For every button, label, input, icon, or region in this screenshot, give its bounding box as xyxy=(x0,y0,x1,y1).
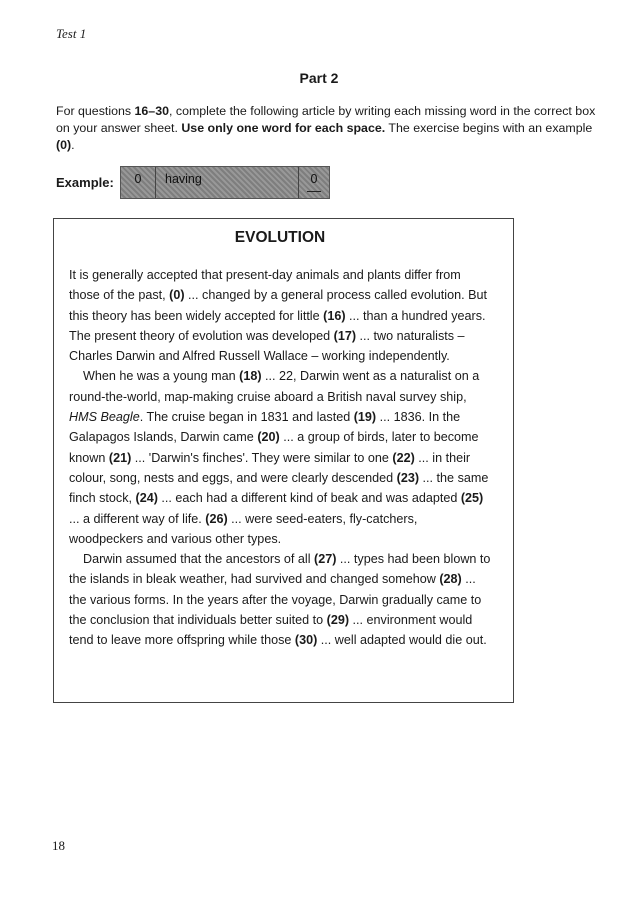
gap-20: (20) xyxy=(257,430,280,445)
gap-30: (30) xyxy=(294,633,318,648)
instructions-emphasis: Use only one word for each space. xyxy=(181,121,386,135)
article-box xyxy=(53,218,514,703)
gap-29: (29) xyxy=(326,613,350,628)
text: ... the same finch stock, xyxy=(69,470,489,506)
example-answer-box xyxy=(120,166,330,199)
gap-26: (26) xyxy=(205,511,228,526)
gap-18: (18) xyxy=(239,369,262,384)
gap-28: (28) xyxy=(439,572,462,587)
instructions-prefix: For questions xyxy=(56,104,135,118)
gap-17: (17) xyxy=(333,328,357,343)
ship-name: HMS Beagle xyxy=(69,410,140,425)
text: ... were seed-eaters, fly-catchers, woodpeckers and various other types. xyxy=(69,511,418,546)
text: ... 'Darwin's finches'. They were similar to one xyxy=(131,450,393,465)
question-range: 16–30 xyxy=(134,104,169,118)
text: ... the various forms. In the years after the voyage, Darwin gradually came to the conclusion that individuals better suited to xyxy=(69,572,482,628)
article-title: EVOLUTION xyxy=(234,229,326,246)
example-answer-line xyxy=(307,191,321,192)
text: ... 1836. In the Galapagos Islands, Darwin came xyxy=(69,410,461,445)
text: ... 22, Darwin went as a naturalist on a round-the-world, map-making cruise aboard a British naval survey ship, xyxy=(69,369,480,404)
article-paragraph-1 xyxy=(69,265,491,366)
text: ... two naturalists – Charles Darwin and Alfred Russell Wallace – working independently. xyxy=(69,328,465,364)
gap-24: (24) xyxy=(135,491,158,506)
text: ... each had a different kind of beak and was adapted xyxy=(157,491,461,506)
text: ... than a hundred years. The present theory of evolution was developed xyxy=(69,308,486,343)
gap-25: (25) xyxy=(460,491,484,506)
gap-19: (19) xyxy=(353,410,377,425)
example-answer: having xyxy=(165,171,202,186)
article-text xyxy=(69,265,491,651)
page-number: 18 xyxy=(52,838,65,853)
part-title: Part 2 xyxy=(299,70,339,86)
gap-16: (16) xyxy=(323,308,346,323)
gap-21: (21) xyxy=(108,450,132,465)
text: ... in their colour, song, nests and eggs, and were clearly descended xyxy=(69,450,471,485)
gap-0: (0) xyxy=(169,288,185,303)
text: ... a group of birds, later to become known xyxy=(69,430,479,465)
gap-23: (23) xyxy=(396,470,420,485)
example-box-number: 0 xyxy=(298,167,329,198)
article-paragraph-3 xyxy=(69,549,491,650)
text: . The cruise began in 1831 and lasted xyxy=(139,410,354,425)
text: Darwin assumed that the ancestors of all xyxy=(83,552,314,567)
instructions xyxy=(56,103,601,154)
test-label: Test 1 xyxy=(56,26,87,41)
text: It is generally accepted that present-day animals and plants differ from those of the past, xyxy=(69,268,461,303)
text: ... well adapted would die out. xyxy=(317,633,487,648)
instructions-suffix: The exercise begins with an example xyxy=(385,121,593,135)
text: When he was a young man xyxy=(83,369,240,384)
instructions-end: . xyxy=(71,138,75,152)
gap-27: (27) xyxy=(314,552,337,567)
text: ... a different way of life. xyxy=(69,511,206,526)
instructions-middle: , complete the following article by writing each missing word in the correct box on your answer sheet. xyxy=(56,104,596,135)
article-paragraph-2 xyxy=(69,366,491,549)
example-label: Example: xyxy=(56,174,114,190)
example-reference: (0) xyxy=(56,138,72,152)
text: ... changed by a general process called evolution. But this theory has been widely accepted for little xyxy=(69,288,487,323)
text: ... environment would tend to leave more offspring while those xyxy=(69,613,473,648)
example-number: 0 xyxy=(121,167,156,198)
example-row xyxy=(56,166,330,198)
gap-22: (22) xyxy=(392,450,415,465)
text: ... types had been blown to the islands in bleak weather, had survived and changed somehow xyxy=(69,552,491,587)
